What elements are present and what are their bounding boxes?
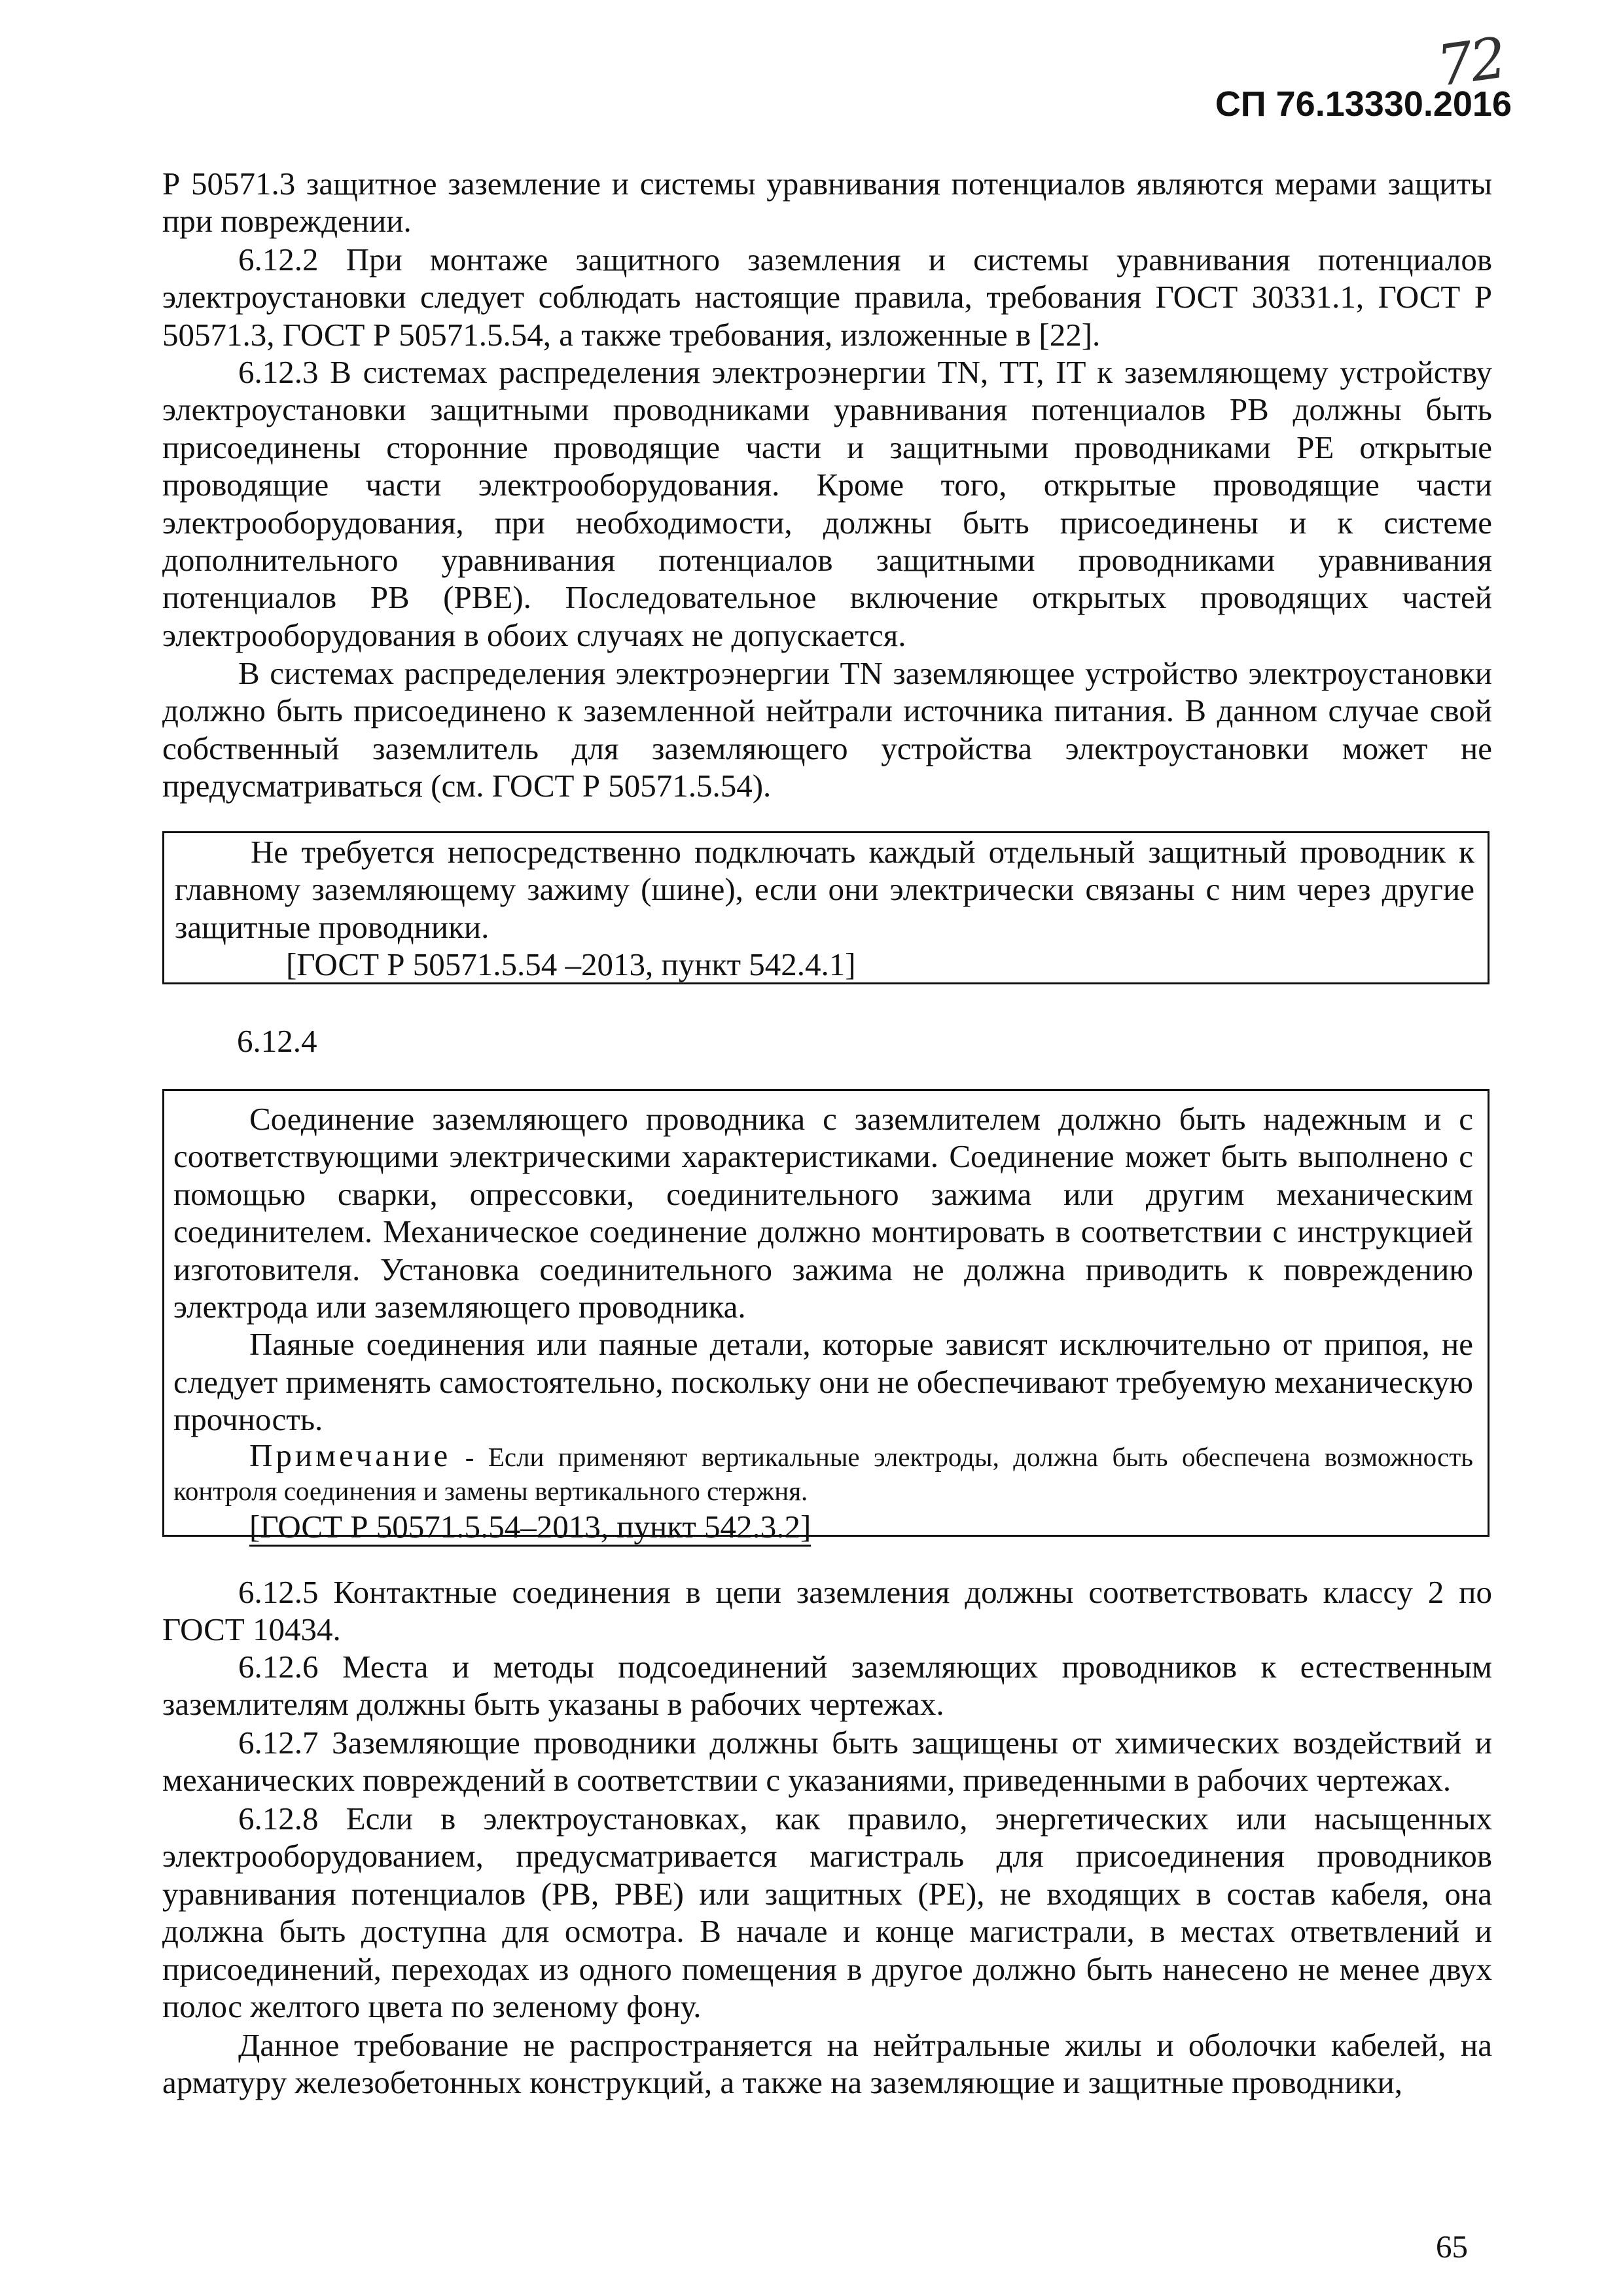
paragraph-6-12-8: 6.12.8 Если в электроустановках, как правило, энергетических или насыщенных электрооборудованием, предусматривается магистраль для присоединения проводников уравнивания потенциалов (РВ, РВЕ) или защитных (РЕ), не входящих в состав кабеля, она должна быть доступна для осмотра. В начале и конце магистрали, в местах ответвлений и присоединений, переходах из одного помещения в другое должно быть нанесено не менее двух полос желтого цвета по зеленому фону. [162,1801,1492,2025]
quote-box-reference-2 [173,1508,1473,1545]
reference-underlined: [ГОСТ Р 50571.5.54 –2013, пункт 542.4.1] [286,946,856,984]
paragraph-continuation: Р 50571.3 защитное заземление и системы уравнивания потенциалов являются мерами защиты при повреждении. [162,166,1492,240]
paragraph-exception: Данное требование не распространяется на нейтральные жилы и оболочки кабелей, на арматуру железобетонных конструкций, а также на заземляющие и защитные проводники, [162,2027,1492,2101]
quote-box-reference [175,946,1474,983]
note-text: - Если применяют вертикальные электроды, должна быть обеспечена возможность контроля соединения и замены вертикального стержня. [173,1441,1473,1506]
paragraph-tn-system: В системах распределения электроэнергии TN заземляющее устройство электроустановки должно быть присоединено к заземленной нейтрали источника питания. В данном случае свой собственный заземлитель для заземляющего устройства электроустановки может не предусматриваться (см. ГОСТ Р 50571.5.54). [162,655,1492,804]
note-label: Примечание [249,1437,452,1473]
section-label-6-12-4: 6.12.4 [237,1023,317,1059]
quote-box-542-3-2 [162,1089,1489,1545]
paragraph-6-12-7: 6.12.7 Заземляющие проводники должны быть защищены от химических воздействий и механических повреждений в соответствии с указаниями, приведенными в рабочих чертежах. [162,1725,1492,1799]
paragraph-6-12-6: 6.12.6 Места и методы подсоединений заземляющих проводников к естественным заземлителям должны быть указаны в рабочих чертежах. [162,1649,1492,1723]
paragraph-6-12-5: 6.12.5 Контактные соединения в цепи заземления должны соответствовать классу 2 по ГОСТ 10434. [162,1574,1492,1648]
quote-box-text: Не требуется непосредственно подключать каждый отдельный защитный проводник к главному заземляющему зажиму (шине), если они электрически связаны с ним через другие защитные проводники. [175,834,1474,945]
paragraph-6-12-2: 6.12.2 При монтаже защитного заземления и системы уравнивания потенциалов электроустановки следует соблюдать настоящие правила, требования ГОСТ 30331.1, ГОСТ Р 50571.3, ГОСТ Р 50571.5.54, а также требования, изложенные в [22]. [162,242,1492,353]
paragraph-6-12-3: 6.12.3 В системах распределения электроэнергии TN, TT, IT к заземляющему устройству электроустановки защитными проводниками уравнивания потенциалов РВ должны быть присоединены сторонние проводящие части и защитными проводниками РЕ открытые проводящие части электрооборудования. Кроме того, открытые проводящие части электрооборудования, при необходимости, должны быть присоединены и к системе дополнительного уравнивания потенциалов защитными проводниками уравнивания потенциалов РВ (РВЕ). Последовательное включение открытых проводящих частей электрооборудования в обоих случаях не допускается. [162,354,1492,653]
quote-box-paragraph-1: Соединение заземляющего проводника с заземлителем должно быть надежным и с соответствующими электрическими характеристиками. Соединение может быть выполнено с помощью сварки, опрессовки, соединительного зажима или другим механическим соединителем. Механическое соединение должно монтировать в соответствии с инструкцией изготовителя. Установка соединительного зажима не должна приводить к повреждению электрода или заземляющего проводника. [173,1101,1473,1325]
quote-box-542-4-1 [162,831,1489,984]
quote-box-paragraph-2: Паяные соединения или паяные детали, которые зависят исключительно от припоя, не следует применять самостоятельно, поскольку они не обеспечивают требуемую механическую прочность. [173,1326,1473,1438]
quote-box-note [173,1439,1473,1508]
page-number: 65 [1436,2229,1468,2265]
handwritten-page-number: 72 [1433,25,1508,99]
document-code: СП 76.13330.2016 [1215,84,1512,124]
reference-underlined-2: [ГОСТ Р 50571.5.54–2013, пункт 542.3.2] [249,1509,811,1547]
